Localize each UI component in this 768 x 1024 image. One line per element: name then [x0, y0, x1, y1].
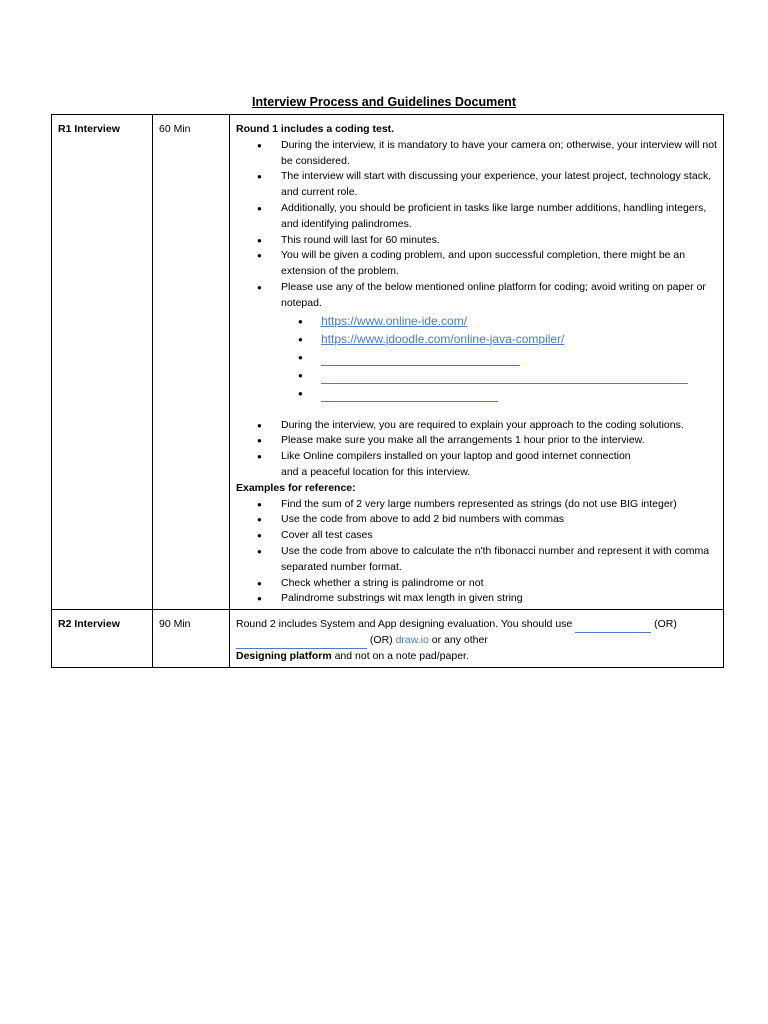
interview-guidelines-table: [51, 114, 724, 668]
r2-or-2: (OR): [367, 633, 396, 646]
list-item: ● Please use any of the below mentioned online platform for coding; avoid writing on paper or notepad.: [236, 280, 717, 312]
list-item: ● Palindrome substrings wit max length in given string: [236, 591, 717, 607]
list-item: ● Like Online compilers installed on your laptop and good internet connection: [236, 449, 717, 465]
list-item: ● Cover all test cases: [236, 528, 717, 544]
link-item: [236, 384, 717, 402]
r2-text-mid: or any other: [428, 633, 488, 646]
r2-text-end: and not on a note pad/paper.: [331, 649, 469, 662]
link-item: [236, 330, 717, 348]
list-item: ● You will be given a coding problem, and upon successful completion, there might be an extension of the problem.: [236, 248, 717, 280]
blank-tool-line: [575, 620, 651, 633]
drawio-link[interactable]: draw.io: [395, 633, 429, 646]
jdoodle-link[interactable]: https://www.jdoodle.com/online-java-compiler/: [321, 331, 565, 346]
round-name-r2: R2 Interview: [52, 610, 153, 667]
list-item: ● Use the code from above to calculate the n'th fibonacci number and represent it with comma separated number format.: [236, 544, 717, 576]
list-item: ● During the interview, you are required to explain your approach to the coding solutions.: [236, 418, 717, 434]
list-item: ● The interview will start with discussing your experience, your latest project, technology stack, and current role.: [236, 169, 717, 201]
blank-link-line: [321, 353, 520, 366]
r2-or-1: (OR): [651, 618, 677, 631]
preparation-continued-text: and a peaceful location for this interview.: [281, 465, 471, 478]
online-ide-link[interactable]: https://www.online-ide.com/: [321, 313, 468, 328]
link-item: [236, 312, 717, 330]
document-title: Interview Process and Guidelines Document: [252, 95, 516, 109]
link-item: [236, 348, 717, 366]
table-row-r2: [52, 610, 724, 667]
r2-text-start: Round 2 includes System and App designing evaluation. You should use: [236, 618, 576, 631]
list-item: ● Please make sure you make all the arrangements 1 hour prior to the interview.: [236, 433, 717, 449]
blank-link-line: [321, 389, 498, 402]
r1-intro: Round 1 includes a coding test.: [236, 123, 395, 135]
list-item: ● During the interview, it is mandatory to have your camera on; otherwise, your interview will not be considered.: [236, 138, 717, 170]
list-item: ● Find the sum of 2 very large numbers represented as strings (do not use BIG integer): [236, 497, 717, 513]
list-item: ● Additionally, you should be proficient in tasks like large number additions, handling integers, and identifying palindromes.: [236, 201, 717, 233]
list-item: ● This round will last for 60 minutes.: [236, 233, 717, 249]
blank-tool-line: [236, 636, 367, 649]
designing-platform-text: Designing platform: [236, 649, 332, 662]
coding-platform-links: [236, 312, 717, 402]
round-name-r1: R1 Interview: [52, 115, 153, 610]
table-row-r1: [52, 115, 724, 610]
blank-link-line: [321, 371, 688, 384]
list-item: ● Check whether a string is palindrome or not: [236, 576, 717, 592]
round-details-r2: [230, 610, 724, 667]
r1-preparation-list: [236, 418, 717, 465]
round-duration-r1: 60 Min: [153, 115, 230, 610]
round-duration-r2: 90 Min: [153, 610, 230, 667]
r1-guidelines-list: [236, 138, 717, 312]
round-details-r1: [230, 115, 724, 610]
examples-list: [236, 497, 717, 608]
examples-heading: Examples for reference:: [236, 481, 356, 494]
list-item: ● Use the code from above to add 2 bid numbers with commas: [236, 512, 717, 528]
link-item: [236, 366, 717, 384]
